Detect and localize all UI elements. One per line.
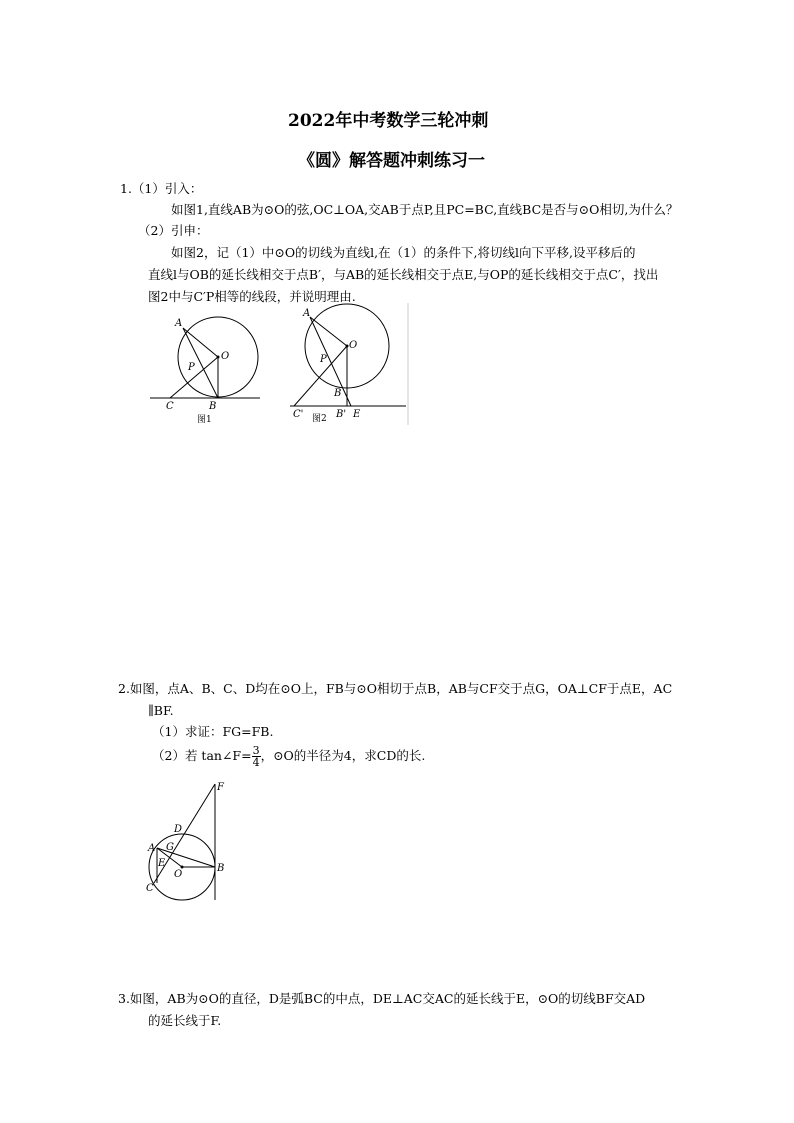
fraction-three-quarters [252, 745, 261, 768]
q2-fig-label-f: F [217, 782, 224, 793]
q1-line1: 1.（1）引入： [120, 181, 203, 196]
q1-line4: 如图2，记（1）中⊙O的切线为直线l,在（1）的条件下,将切线l向下平移,设平移后的 [171, 245, 636, 260]
page-title: 2022年中考数学三轮冲刺 [288, 111, 489, 131]
q1-line5: 直线l与OB的延长线相交于点B′，与AB的延长线相交于点E,与OP的延长线相交于点C′，找出 [148, 267, 659, 282]
fig1-caption: 图1 [197, 415, 212, 425]
fig2-label-e: E [353, 409, 361, 420]
q2-line4-start: （2）若 tan∠F= [152, 748, 252, 763]
fig1-label-b: B [209, 401, 217, 412]
q3-line1: 3.如图，AB为⊙O的直径，D是弧BC的中点，DE⊥AC交AC的延长线于E，⊙O的切线BF交AD [118, 991, 646, 1006]
q2-fig-label-d: D [174, 824, 183, 835]
fig2-label-b: B [334, 388, 342, 399]
q2-line4-end: ，⊙O的半径为4，求CD的长. [260, 748, 426, 763]
q2-fig-label-g: G [166, 842, 174, 853]
fig2-label-c-prime: C' [293, 409, 304, 420]
q2-fig-label-a: A [148, 843, 156, 854]
fig1-label-p: P [188, 362, 195, 373]
fraction-denominator: 4 [252, 756, 260, 769]
fig2-label-b-prime: B' [336, 409, 347, 420]
figure-1 [145, 312, 265, 427]
q2-line3: （1）求证：FG=FB. [152, 724, 274, 739]
q2-fig-label-b: B [217, 863, 225, 874]
q1-line6: 图2中与C′P相等的线段，并说明理由. [148, 289, 356, 304]
q2-line4 [152, 745, 425, 768]
figure-q2 [140, 778, 240, 903]
q2-fig-label-o: O [174, 869, 183, 880]
q2-line1: 2.如图，点A、B、C、D均在⊙O上，FB与⊙O相切于点B，AB与CF交于点G，OA⊥CF于点E，AC [118, 681, 673, 696]
fig1-label-o: O [221, 351, 230, 362]
q2-fig-label-e: E [158, 858, 166, 869]
fig2-label-o: O [349, 340, 358, 351]
q3-line2: 的延长线于F. [148, 1013, 222, 1028]
q2-fig-label-c: C [146, 883, 154, 894]
fraction-numerator: 3 [252, 744, 260, 757]
page-subtitle: 《圆》解答题冲刺练习一 [298, 151, 485, 171]
fig1-label-c: C [166, 401, 174, 412]
q1-line3: （2）引申： [138, 223, 209, 238]
fig2-caption: 图2 [312, 414, 327, 424]
q2-line2: ∥BF. [148, 703, 174, 718]
q1-line2: 如图1,直线AB为⊙O的弦,OC⊥OA,交AB于点P,且PC=BC,直线BC是否与⊙O相切,为什么？ [171, 202, 679, 217]
fig2-label-p: P [320, 354, 327, 365]
figure-2 [288, 303, 410, 425]
fig2-label-a: A [303, 308, 311, 319]
fig1-label-a: A [175, 318, 183, 329]
